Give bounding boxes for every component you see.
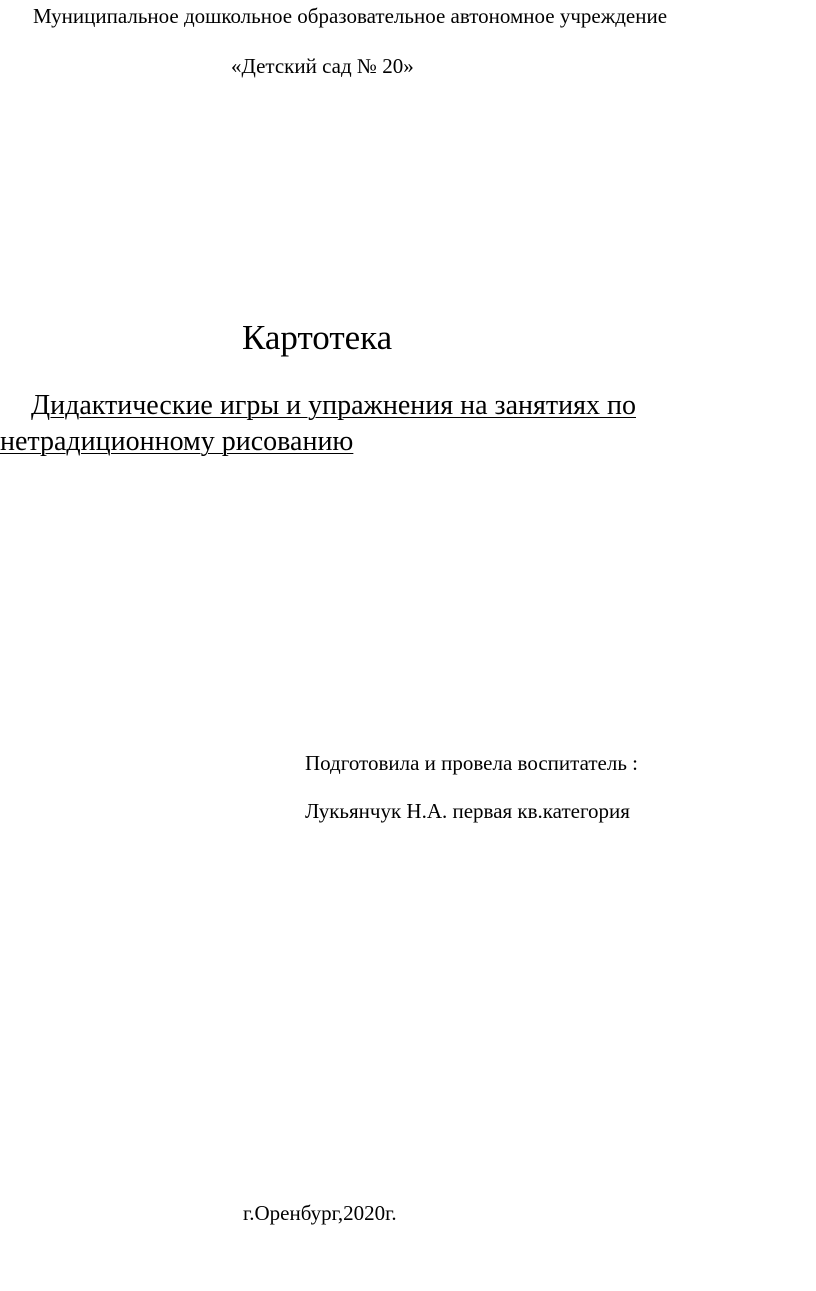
kindergarten-name: «Детский сад № 20» xyxy=(231,54,414,78)
document-subtitle xyxy=(0,388,816,460)
city-year: г.Оренбург,2020г. xyxy=(243,1201,397,1225)
prepared-by-label: Подготовила и провела воспитатель : xyxy=(305,751,638,775)
author-name-category: Лукьянчук Н.А. первая кв.категория xyxy=(305,799,630,823)
organization-name: Муниципальное дошкольное образовательное автономное учреждение xyxy=(33,4,668,28)
subtitle-line-1: Дидактические игры и упражнения на занятиях по xyxy=(31,390,636,421)
document-title: Картотека xyxy=(242,318,393,357)
subtitle-line-2: нетрадиционному рисованию xyxy=(0,426,354,457)
